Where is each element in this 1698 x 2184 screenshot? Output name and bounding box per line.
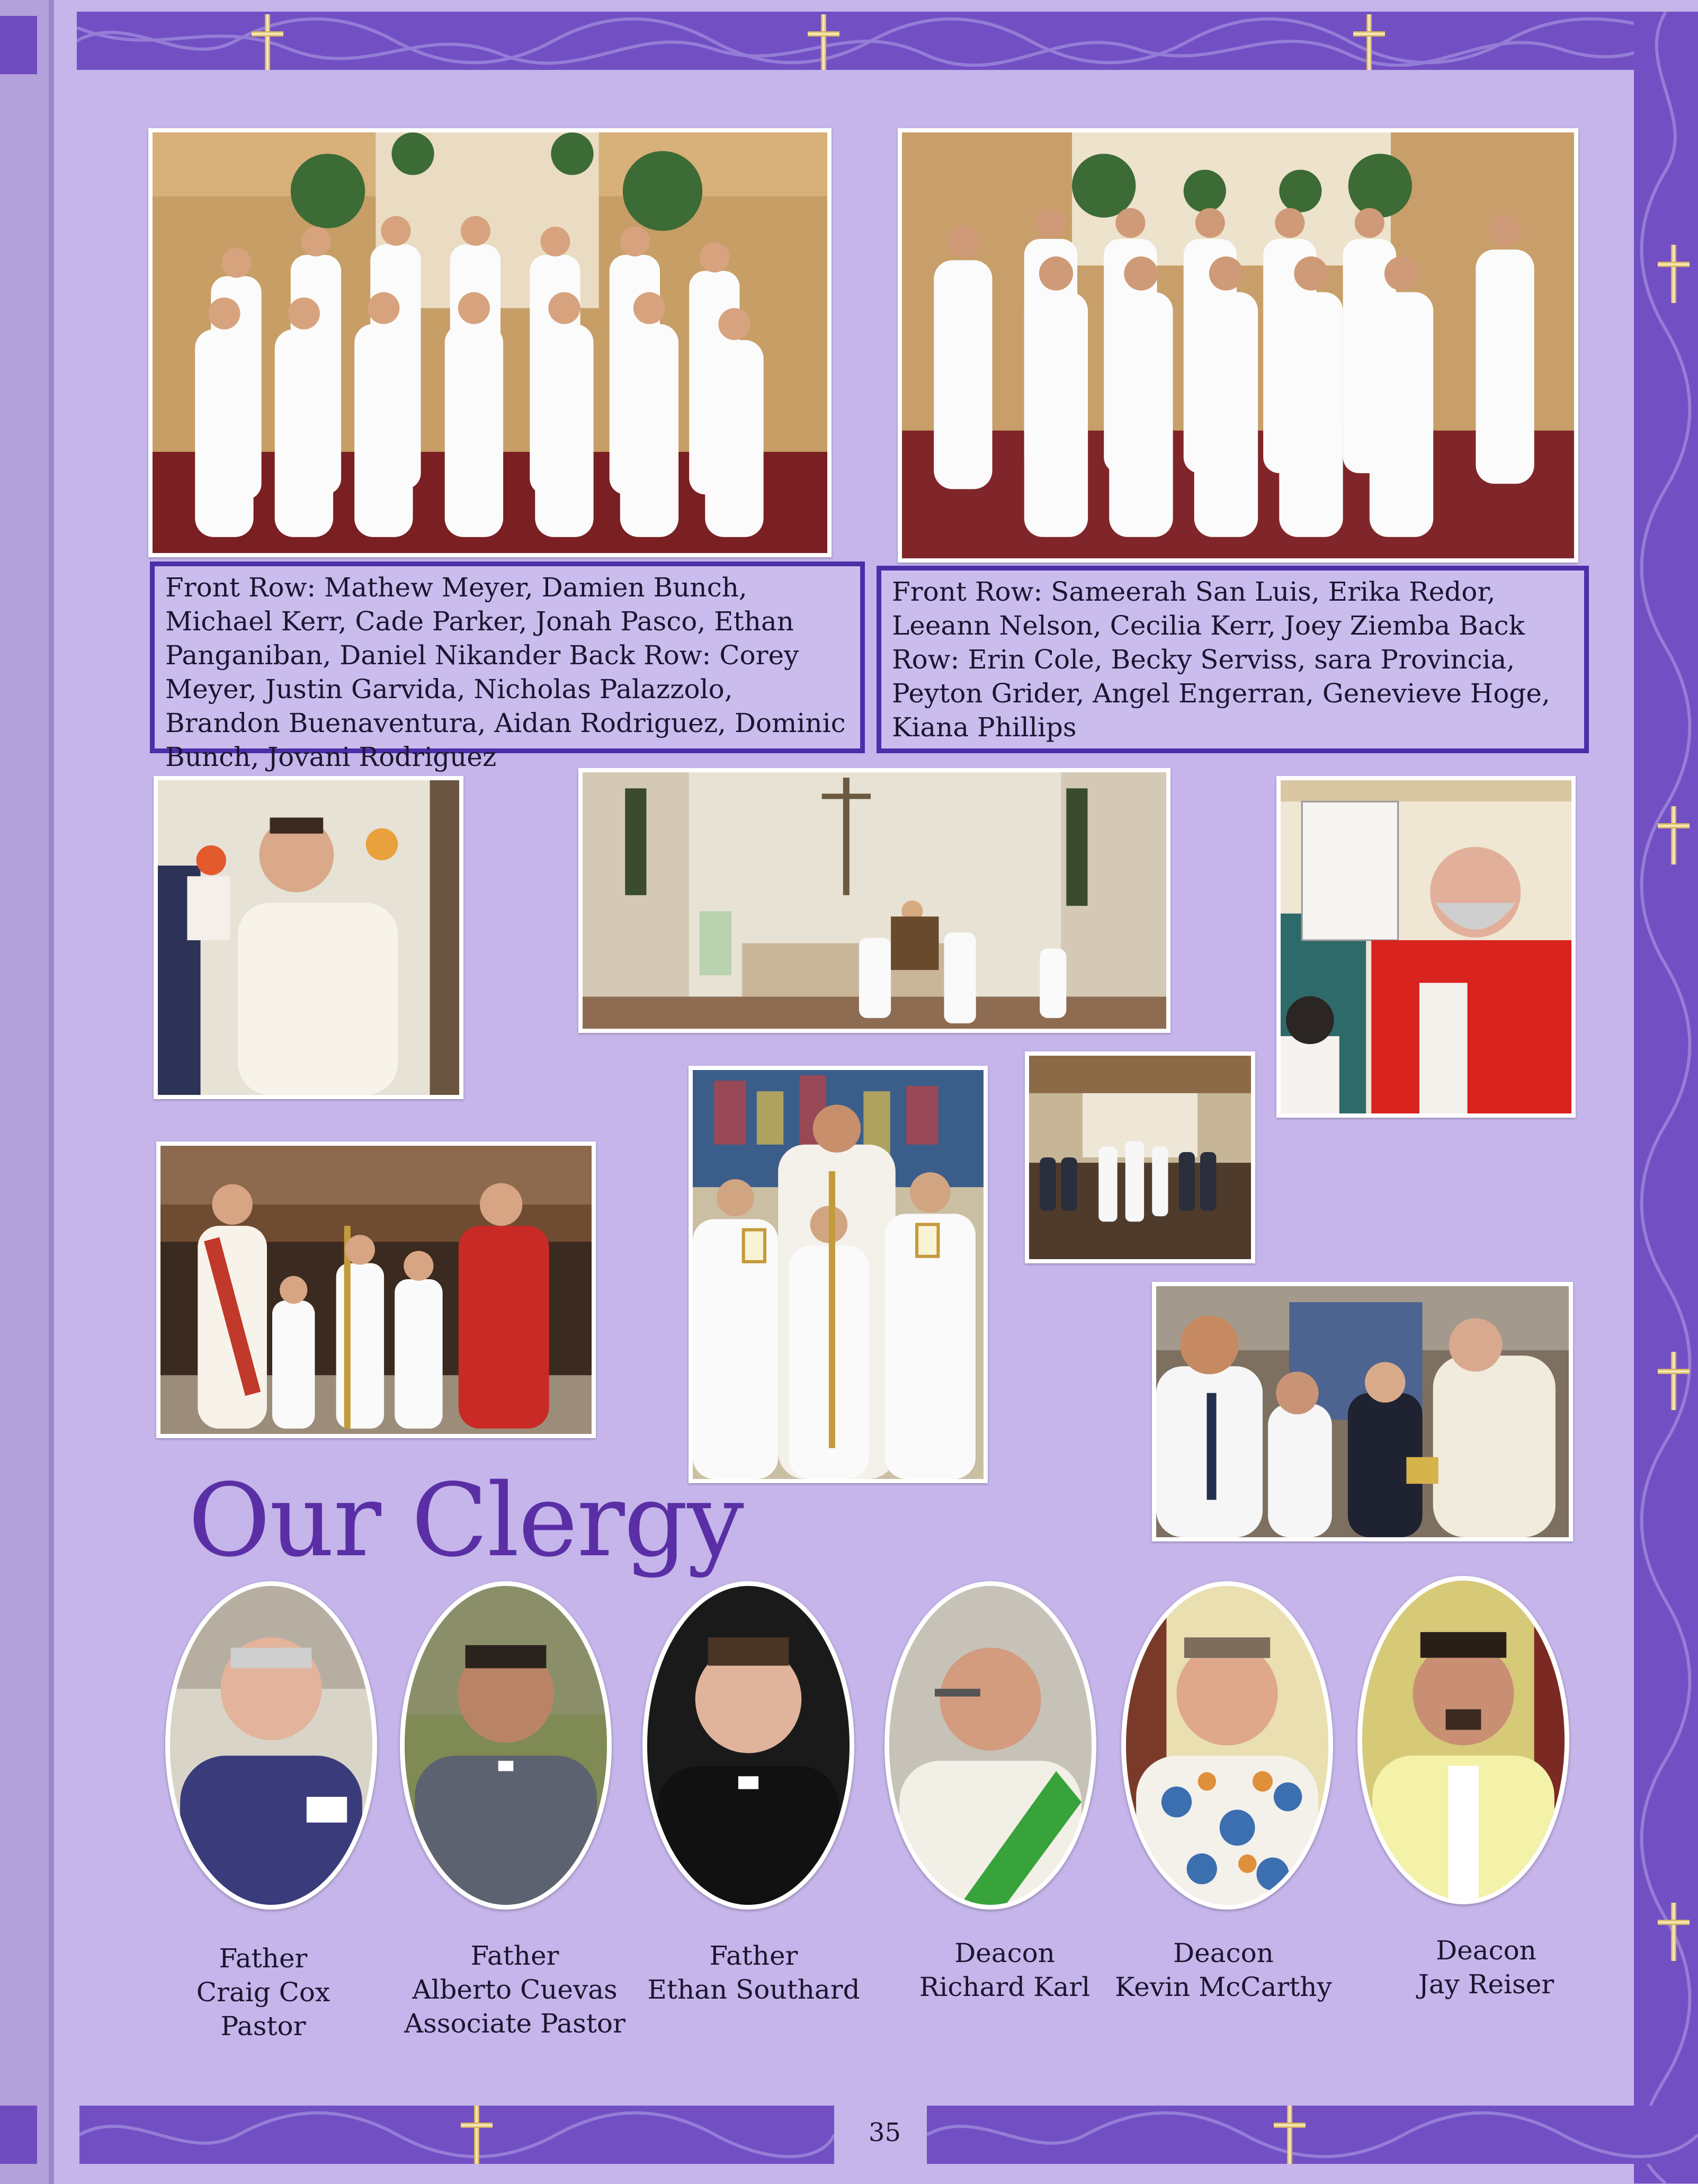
clergy-with-servers-photo [156,1142,596,1438]
clergy-title: Deacon [1173,1938,1274,1968]
clergy-label-4 [893,1936,1116,2004]
clergy-portrait-2 [400,1581,612,1910]
cross-icon [252,14,283,70]
scroll-pattern [79,2106,834,2164]
clergy-portrait-5 [1121,1581,1333,1910]
clergy-label-1 [152,1941,374,2043]
bottom-border-left [79,2106,834,2164]
priest-in-alb-photo [154,776,463,1099]
clergy-label-6 [1375,1933,1597,2001]
cross-icon [461,2106,493,2164]
bottom-border-right [927,2106,1698,2164]
altar-servers-boys-photo [148,128,832,557]
clergy-name: Kevin McCarthy [1115,1972,1332,2002]
scroll-pattern [1634,12,1698,2183]
clergy-portrait-6 [1357,1576,1569,1904]
clergy-name: Jay Reiser [1418,1969,1554,2000]
clergy-name: Alberto Cuevas [412,1974,618,2005]
clergy-role: Pastor [220,2011,306,2042]
clergy-label-3 [642,1939,865,2007]
page-spine [0,0,53,2184]
clergy-title: Father [219,1943,308,1974]
clergy-name: Craig Cox [196,1977,330,2008]
scroll-pattern [927,2106,1698,2164]
page-number: 35 [869,2118,901,2147]
priest-in-red-vestment-photo [1276,776,1576,1118]
cross-icon [1658,806,1690,864]
cross-icon [808,14,839,70]
page-gutter [49,0,54,2184]
clergy-name: Richard Karl [919,1972,1091,2002]
altar-servers-girls-photo [898,128,1578,563]
cross-icon [1658,245,1690,303]
clergy-name: Ethan Southard [647,1974,860,2005]
clergy-title: Father [470,1940,559,1971]
clergy-portrait-1 [165,1581,377,1910]
scroll-pattern [77,12,1697,70]
cross-icon [1658,1352,1690,1410]
church-nave-photo [1025,1051,1255,1263]
clergy-title: Deacon [1436,1935,1536,1966]
cross-icon [1658,1903,1690,1961]
top-border [77,12,1697,70]
clergy-title: Deacon [954,1938,1055,1968]
clergy-portrait-3 [642,1581,854,1910]
boys-caption: Front Row: Mathew Meyer, Damien Bunch, Michael Kerr, Cade Parker, Jonah Pasco, Ethan Panganiban, Daniel Nikander Back Row: Corey Meyer, Justin Garvida, Nicholas Palazzolo, Brandon Buenaventura, Aidan Rodriguez, Dominic Bunch, Jovani Rodriguez [150,561,865,753]
church-sanctuary-photo [578,768,1170,1033]
clergy-portrait-4 [884,1581,1096,1910]
spine-border-top [0,16,37,74]
clergy-role: Associate Pastor [404,2008,625,2039]
cross-icon [1353,14,1385,70]
right-border [1634,12,1698,2183]
clergy-label-2 [404,1939,626,2040]
communion-photo [1152,1282,1573,1541]
girls-caption: Front Row: Sameerah San Luis, Erika Redor, Leeann Nelson, Cecilia Kerr, Joey Ziemba Back Row: Erin Cole, Becky Serviss, sara Provincia, Peyton Grider, Angel Engerran, Genevieve Hoge, Kiana Phillips [877,566,1589,753]
candle-bearers-photo [689,1066,988,1483]
cross-icon [1274,2106,1306,2164]
our-clergy-heading: Our Clergy [188,1462,743,1579]
spine-border-bottom [0,2106,37,2164]
clergy-title: Father [709,1940,798,1971]
clergy-label-5 [1112,1936,1335,2004]
